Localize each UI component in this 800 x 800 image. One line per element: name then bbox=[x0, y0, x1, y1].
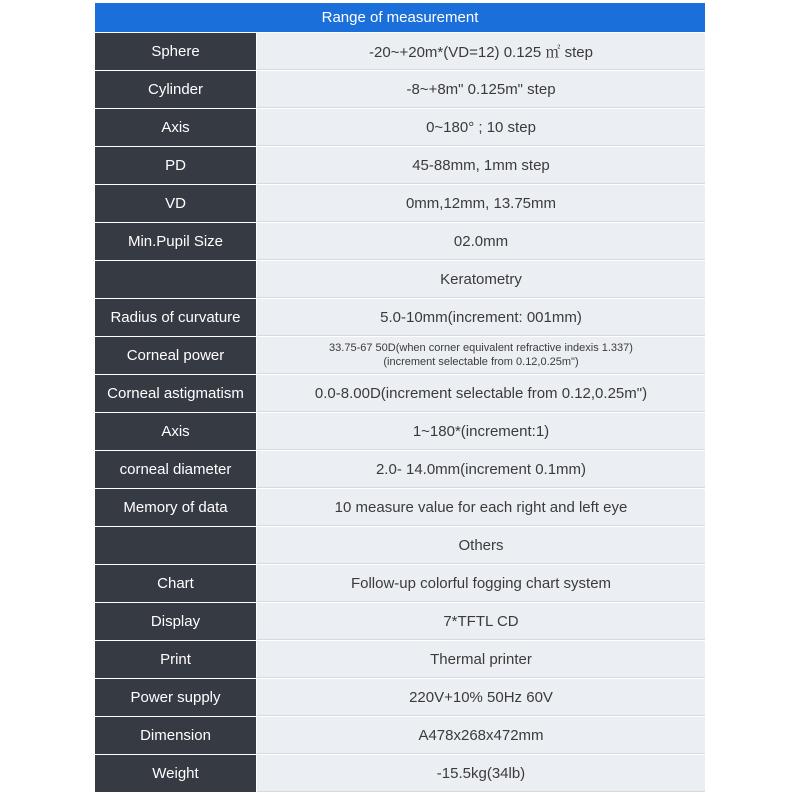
row-value: 0~180° ; 10 step bbox=[257, 109, 705, 146]
table-row bbox=[95, 413, 705, 451]
table-row bbox=[95, 603, 705, 641]
table-row bbox=[95, 147, 705, 185]
row-label: Axis bbox=[95, 109, 257, 146]
row-value: 5.0-10mm(increment: 001mm) bbox=[257, 299, 705, 336]
table-row bbox=[95, 565, 705, 603]
row-value: 2.0- 14.0mm(increment 0.1mm) bbox=[257, 451, 705, 488]
table-row bbox=[95, 641, 705, 679]
row-label: Sphere bbox=[95, 33, 257, 70]
row-value: A478x268x472mm bbox=[257, 717, 705, 754]
section-row-others bbox=[95, 527, 705, 565]
row-value bbox=[257, 337, 705, 374]
row-label: Print bbox=[95, 641, 257, 678]
row-value: 10 measure value for each right and left eye bbox=[257, 489, 705, 526]
row-value: 220V+10% 50Hz 60V bbox=[257, 679, 705, 716]
row-label: Power supply bbox=[95, 679, 257, 716]
row-value: 02.0mm bbox=[257, 223, 705, 260]
section-title: Others bbox=[257, 527, 705, 564]
row-label: Axis bbox=[95, 413, 257, 450]
table-row bbox=[95, 337, 705, 375]
row-label: Corneal astigmatism bbox=[95, 375, 257, 412]
table-row bbox=[95, 679, 705, 717]
row-label: Cylinder bbox=[95, 71, 257, 108]
row-value: 0.0-8.00D(increment selectable from 0.12,0.25m") bbox=[257, 375, 705, 412]
table-row bbox=[95, 717, 705, 755]
row-value: -20~+20m*(VD=12) 0.125 ㎡ step bbox=[257, 33, 705, 70]
table-row bbox=[95, 755, 705, 792]
row-label: Dimension bbox=[95, 717, 257, 754]
row-label: corneal diameter bbox=[95, 451, 257, 488]
table-row bbox=[95, 33, 705, 71]
row-label: Radius of curvature bbox=[95, 299, 257, 336]
row-value: Follow-up colorful fogging chart system bbox=[257, 565, 705, 602]
spec-table bbox=[95, 3, 705, 792]
row-value: 7*TFTL CD bbox=[257, 603, 705, 640]
row-value: 45-88mm, 1mm step bbox=[257, 147, 705, 184]
table-row bbox=[95, 451, 705, 489]
row-label: VD bbox=[95, 185, 257, 222]
table-row bbox=[95, 299, 705, 337]
table-row bbox=[95, 489, 705, 527]
section-title: Keratometry bbox=[257, 261, 705, 298]
table-header: Range of measurement bbox=[95, 3, 705, 33]
row-value-line: (increment selectable from 0.12,0.25m") bbox=[383, 356, 579, 368]
section-row-keratometry bbox=[95, 261, 705, 299]
row-label: Corneal power bbox=[95, 337, 257, 374]
table-row bbox=[95, 109, 705, 147]
row-label: Min.Pupil Size bbox=[95, 223, 257, 260]
table-row bbox=[95, 375, 705, 413]
row-label: Weight bbox=[95, 755, 257, 792]
row-value-line: 33.75-67 50D(when corner equivalent refractive indexis 1.337) bbox=[329, 342, 633, 354]
row-value: -15.5kg(34lb) bbox=[257, 755, 705, 792]
row-label: PD bbox=[95, 147, 257, 184]
row-label: Chart bbox=[95, 565, 257, 602]
table-row bbox=[95, 71, 705, 109]
row-value: 1~180*(increment:1) bbox=[257, 413, 705, 450]
row-label bbox=[95, 527, 257, 564]
row-label bbox=[95, 261, 257, 298]
row-value: Thermal printer bbox=[257, 641, 705, 678]
row-label: Memory of data bbox=[95, 489, 257, 526]
row-label: Display bbox=[95, 603, 257, 640]
table-row bbox=[95, 185, 705, 223]
row-value: 0mm,12mm, 13.75mm bbox=[257, 185, 705, 222]
table-row bbox=[95, 223, 705, 261]
row-value: -8~+8m" 0.125m" step bbox=[257, 71, 705, 108]
